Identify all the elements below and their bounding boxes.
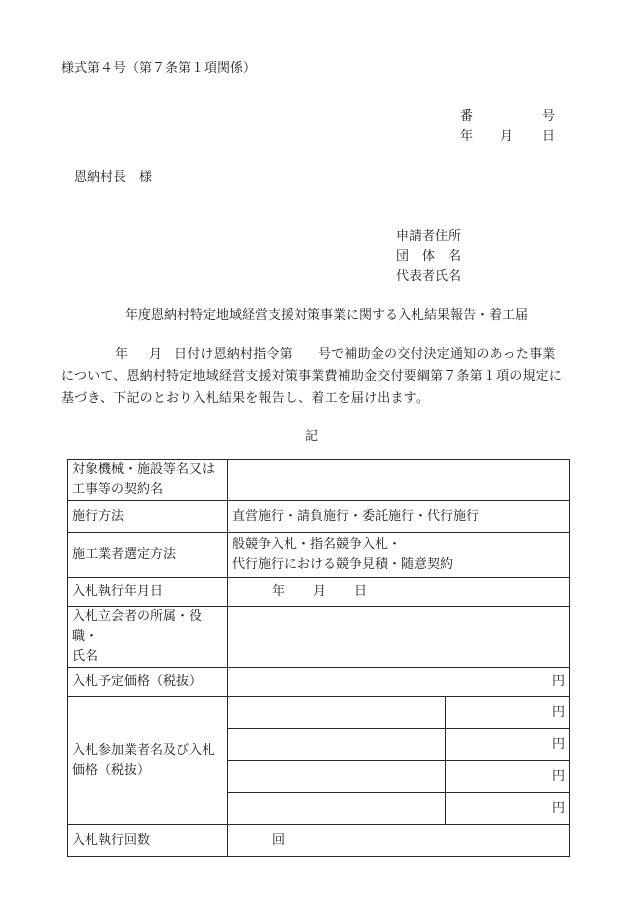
construction-method-label: 施行方法 [68,501,228,533]
label-line: 価格（税抜） [72,762,151,778]
yen-unit: 円 [551,800,565,816]
label-line: 工事等の契約名 [72,482,164,497]
contractor-selection-label: 施工業者選定方法 [68,533,228,578]
bid-date-value[interactable] [228,578,570,607]
bidder-name-4[interactable] [228,793,446,825]
contract-name-value[interactable] [228,460,570,501]
label-line: 入札参加業者名及び入札 [72,742,216,758]
bid-count-label: 入札執行回数 [68,825,228,857]
witness-value[interactable] [228,607,570,668]
date-year: 年 [460,129,474,144]
body-line1-rest: 号で補助金の交付決定通知のあった事業 [318,347,556,362]
contractor-selection-value[interactable] [228,533,570,578]
number-label: 番 [460,109,474,124]
applicant-rep-label: 代表者氏名 [396,269,462,284]
table-row [68,668,570,697]
bid-price-1[interactable] [446,697,570,729]
bid-price-4[interactable] [446,793,570,825]
witness-label [68,607,228,668]
bid-price-3[interactable] [446,761,570,793]
body-line-2: について、恩納村特定地域経営支援対策事業費補助金交付要綱第７条第１項の規定に [61,369,563,384]
applicant-group-label: 団 体 名 [396,249,462,264]
table-row [68,578,570,607]
count-unit: 回 [272,832,286,848]
body-line-1 [61,344,571,366]
construction-method-value[interactable]: 直営施行・請負施行・委託施行・代行施行 [228,501,570,533]
ki-heading: 記 [305,429,319,444]
body-paragraph [61,344,571,410]
bid-date-label: 入札執行年月日 [68,578,228,607]
yen-unit: 円 [551,768,565,784]
body-year: 年 [115,347,129,362]
value-line: 代行施行における競争見積・随意契約 [232,557,454,572]
label-line: 対象機械・施設等名又は [72,462,216,477]
yen-unit: 円 [551,736,565,752]
value-line: 般競争入札・指名競争入札・ [232,537,402,552]
bidder-name-2[interactable] [228,729,446,761]
form-number: 様式第４号（第７条第１項関係） [61,61,257,76]
yen-unit: 円 [551,704,565,720]
body-date-text: 日付け恩納村指令第 [174,347,293,362]
table-row [68,460,570,501]
table-row [68,501,570,533]
label-line: 入札立会者の所属・役職・ [72,609,203,644]
bid-date-day: 日 [354,584,368,599]
estimated-price-value[interactable] [228,668,570,697]
table-row [68,825,570,857]
bid-date-month: 月 [313,584,327,599]
number-suffix: 号 [542,109,556,124]
report-table [67,459,570,857]
bid-price-2[interactable] [446,729,570,761]
date-month: 月 [500,129,514,144]
addressee: 恩納村長 様 [74,170,153,185]
bid-count-value[interactable] [228,825,570,857]
body-line-3: 基づき、下記のとおり入札結果を報告し、着工を届け出ます。 [61,391,430,406]
page-title: 年度恩納村特定地域経営支援対策事業に関する入札結果報告・着工届 [125,308,529,323]
bidder-name-3[interactable] [228,761,446,793]
applicant-address-label: 申請者住所 [396,229,462,244]
yen-unit: 円 [551,674,565,689]
table-row [68,697,570,729]
estimated-price-label: 入札予定価格（税抜） [68,668,228,697]
table-row [68,607,570,668]
bidder-name-1[interactable] [228,697,446,729]
bidders-label [68,697,228,825]
table-row [68,533,570,578]
date-day: 日 [542,129,556,144]
body-month: 月 [149,347,163,362]
label-line: 氏名 [72,649,99,664]
contract-name-label [68,460,228,501]
bid-date-year: 年 [272,584,286,599]
